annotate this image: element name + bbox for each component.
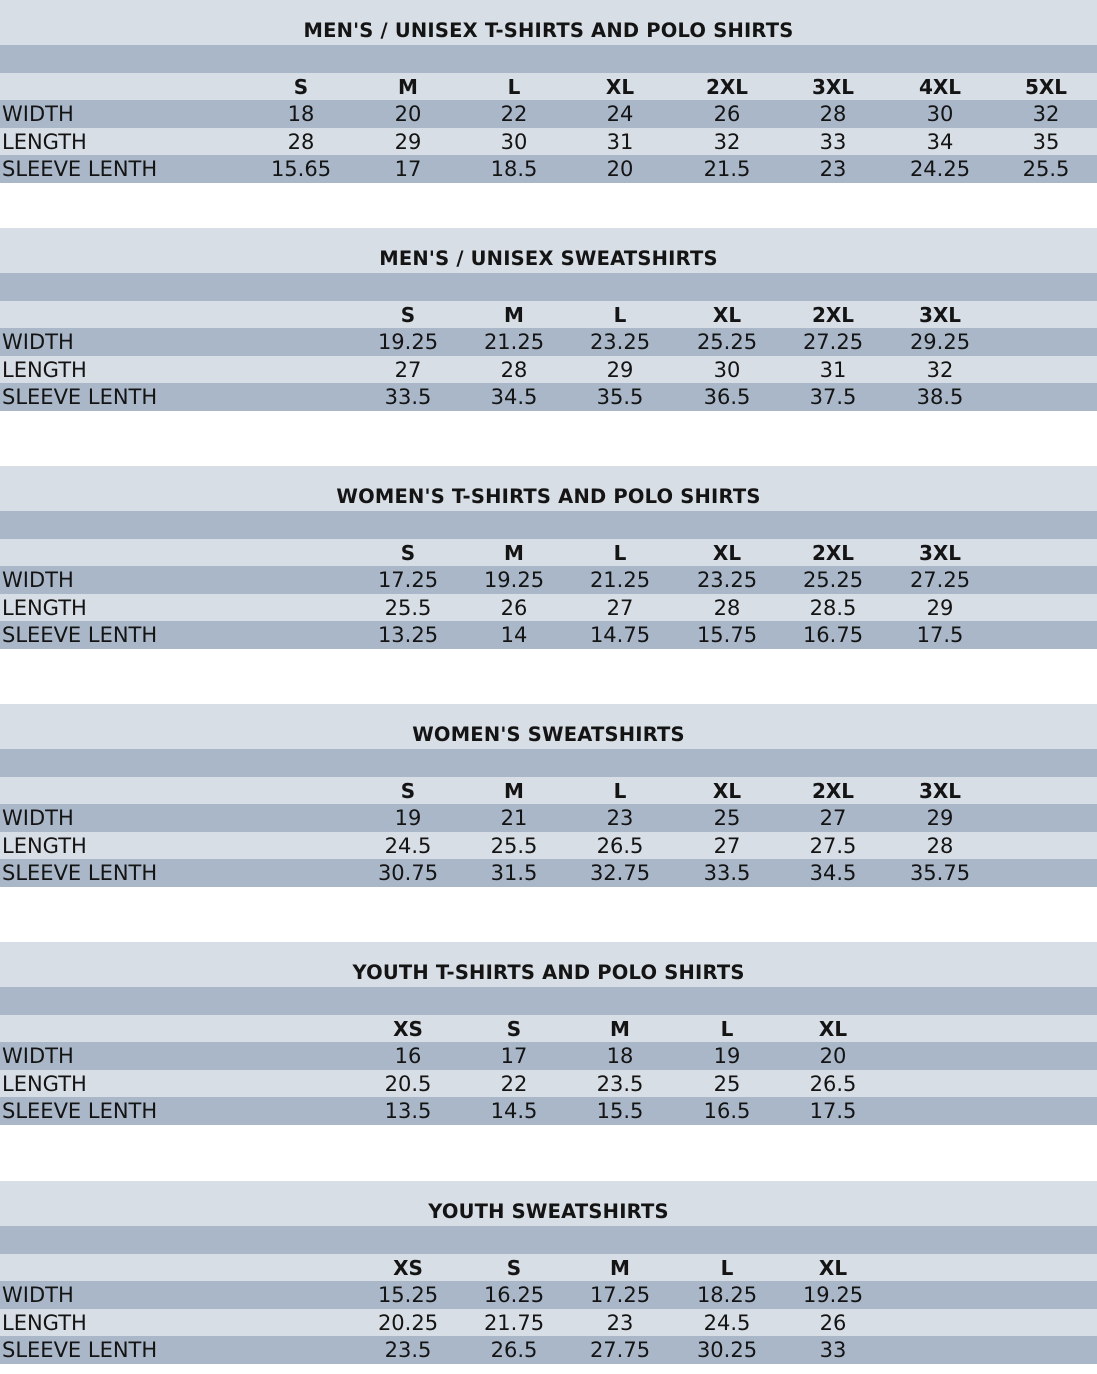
size-table [0, 1181, 1097, 1364]
measurement-cell: 26.5 [596, 833, 644, 858]
length-row [0, 1070, 1097, 1098]
table-title: MEN'S / UNISEX T-SHIRTS AND POLO SHIRTS [303, 19, 794, 42]
row-label: WIDTH [2, 1283, 74, 1308]
measurement-cell: 25 [713, 806, 741, 831]
width-row [0, 328, 1097, 356]
measurement-cell: 15.65 [270, 157, 332, 182]
measurement-cell: 21.25 [589, 568, 651, 593]
measurement-cell: 19.25 [483, 568, 545, 593]
measurement-cell: 27 [606, 595, 634, 620]
measurement-cell: 35.5 [596, 385, 644, 410]
size-header-row [0, 777, 1097, 805]
size-header-cell: L [613, 778, 627, 803]
size-header-cell: L [720, 1016, 734, 1041]
measurement-cell: 22 [500, 102, 528, 127]
size-header-cell: S [400, 302, 416, 327]
measurement-cell: 28.5 [809, 595, 857, 620]
measurement-cell: 32 [926, 357, 954, 382]
measurement-cell: 16 [394, 1044, 422, 1069]
measurement-cell: 14.75 [589, 623, 651, 648]
measurement-cell: 20 [606, 157, 634, 182]
measurement-cell: 34 [926, 129, 954, 154]
size-header-cell: 5XL [1024, 74, 1068, 99]
size-table [0, 0, 1097, 183]
measurement-cell: 19.25 [377, 330, 439, 355]
measurement-cell: 20 [819, 1044, 847, 1069]
row-label: LENGTH [2, 595, 87, 620]
spacer-row [0, 749, 1097, 777]
size-header-cell: XL [712, 302, 742, 327]
size-table [0, 228, 1097, 411]
measurement-cell: 28 [713, 595, 741, 620]
measurement-cell: 30 [713, 357, 741, 382]
size-header-cell: L [613, 540, 627, 565]
measurement-cell: 35 [1032, 129, 1060, 154]
measurement-cell: 29 [394, 129, 422, 154]
size-header-cell: 3XL [918, 540, 962, 565]
measurement-cell: 17 [394, 157, 422, 182]
row-label: WIDTH [2, 1044, 74, 1069]
table-title: WOMEN'S T-SHIRTS AND POLO SHIRTS [336, 485, 761, 508]
row-label: SLEEVE LENTH [2, 385, 158, 410]
sleeve-row [0, 1336, 1097, 1364]
measurement-cell: 26 [500, 595, 528, 620]
measurement-cell: 29 [606, 357, 634, 382]
size-header-cell: 4XL [918, 74, 962, 99]
size-header-cell: XL [818, 1255, 848, 1280]
measurement-cell: 14 [500, 623, 528, 648]
measurement-cell: 25.5 [384, 595, 432, 620]
length-row [0, 832, 1097, 860]
measurement-cell: 33 [819, 129, 847, 154]
width-row [0, 100, 1097, 128]
table-title-row [0, 466, 1097, 511]
measurement-cell: 36.5 [703, 385, 751, 410]
measurement-cell: 27.5 [809, 833, 857, 858]
size-header-cell: L [507, 74, 521, 99]
measurement-cell: 17 [500, 1044, 528, 1069]
measurement-cell: 26 [713, 102, 741, 127]
size-header-cell: S [400, 778, 416, 803]
row-label: WIDTH [2, 806, 74, 831]
measurement-cell: 25.25 [696, 330, 758, 355]
measurement-cell: 30 [500, 129, 528, 154]
measurement-cell: 29 [926, 806, 954, 831]
size-header-cell: XL [712, 778, 742, 803]
measurement-cell: 38.5 [916, 385, 964, 410]
size-table [0, 466, 1097, 649]
measurement-cell: 25.25 [802, 568, 864, 593]
measurement-cell: 23.5 [384, 1338, 432, 1363]
row-label: SLEEVE LENTH [2, 623, 158, 648]
measurement-cell: 26.5 [490, 1338, 538, 1363]
size-header-row [0, 1254, 1097, 1282]
size-header-cell: L [613, 302, 627, 327]
size-header-cell: 3XL [918, 778, 962, 803]
measurement-cell: 21 [500, 806, 528, 831]
measurement-cell: 28 [926, 833, 954, 858]
row-label: LENGTH [2, 833, 87, 858]
size-header-cell: M [504, 778, 524, 803]
measurement-cell: 17.25 [377, 568, 439, 593]
measurement-cell: 29 [926, 595, 954, 620]
measurement-cell: 26 [819, 1310, 847, 1335]
row-label: SLEEVE LENTH [2, 1338, 158, 1363]
length-row [0, 594, 1097, 622]
measurement-cell: 32.75 [589, 861, 651, 886]
width-row [0, 1281, 1097, 1309]
width-row [0, 1042, 1097, 1070]
table-title-row [0, 0, 1097, 45]
measurement-cell: 21.75 [483, 1310, 545, 1335]
measurement-cell: 23.5 [596, 1071, 644, 1096]
spacer-row [0, 45, 1097, 73]
measurement-cell: 22 [500, 1071, 528, 1096]
size-header-cell: 2XL [811, 778, 855, 803]
measurement-cell: 34.5 [809, 861, 857, 886]
measurement-cell: 18 [606, 1044, 634, 1069]
spacer-row [0, 511, 1097, 539]
row-label: SLEEVE LENTH [2, 861, 158, 886]
measurement-cell: 13.25 [377, 623, 439, 648]
row-label: SLEEVE LENTH [2, 157, 158, 182]
row-label: LENGTH [2, 1310, 87, 1335]
measurement-cell: 23 [606, 1310, 634, 1335]
sleeve-row [0, 1097, 1097, 1125]
size-header-cell: L [720, 1255, 734, 1280]
table-title: YOUTH SWEATSHIRTS [428, 1200, 669, 1223]
measurement-cell: 19 [713, 1044, 741, 1069]
width-row [0, 566, 1097, 594]
size-header-cell: 2XL [811, 540, 855, 565]
measurement-cell: 13.5 [384, 1099, 432, 1124]
row-label: WIDTH [2, 330, 74, 355]
size-header-cell: M [610, 1016, 630, 1041]
measurement-cell: 33.5 [384, 385, 432, 410]
measurement-cell: 18 [287, 102, 315, 127]
measurement-cell: 16.5 [703, 1099, 751, 1124]
table-title: YOUTH T-SHIRTS AND POLO SHIRTS [352, 961, 745, 984]
size-header-cell: S [506, 1016, 522, 1041]
size-header-cell: 2XL [811, 302, 855, 327]
size-table [0, 704, 1097, 887]
measurement-cell: 17.5 [916, 623, 964, 648]
measurement-cell: 19 [394, 806, 422, 831]
size-header-cell: M [610, 1255, 630, 1280]
sleeve-row [0, 859, 1097, 887]
measurement-cell: 15.5 [596, 1099, 644, 1124]
sleeve-row [0, 383, 1097, 411]
size-header-cell: M [504, 540, 524, 565]
measurement-cell: 27.25 [909, 568, 971, 593]
row-label: SLEEVE LENTH [2, 1099, 158, 1124]
measurement-cell: 24.5 [384, 833, 432, 858]
measurement-cell: 25 [713, 1071, 741, 1096]
length-row [0, 356, 1097, 384]
width-row [0, 804, 1097, 832]
measurement-cell: 14.5 [490, 1099, 538, 1124]
table-title: MEN'S / UNISEX SWEATSHIRTS [379, 247, 718, 270]
measurement-cell: 24.5 [703, 1310, 751, 1335]
measurement-cell: 37.5 [809, 385, 857, 410]
size-header-cell: 3XL [811, 74, 855, 99]
row-label: WIDTH [2, 568, 74, 593]
measurement-cell: 31.5 [490, 861, 538, 886]
measurement-cell: 31 [819, 357, 847, 382]
size-header-cell: S [400, 540, 416, 565]
measurement-cell: 20.5 [384, 1071, 432, 1096]
size-header-cell: S [293, 74, 309, 99]
size-header-cell: M [504, 302, 524, 327]
size-header-row [0, 539, 1097, 567]
measurement-cell: 32 [1032, 102, 1060, 127]
measurement-cell: 24 [606, 102, 634, 127]
measurement-cell: 28 [287, 129, 315, 154]
measurement-cell: 33.5 [703, 861, 751, 886]
measurement-cell: 35.75 [909, 861, 971, 886]
spacer-row [0, 987, 1097, 1015]
spacer-row [0, 273, 1097, 301]
measurement-cell: 29.25 [909, 330, 971, 355]
measurement-cell: 25.5 [1022, 157, 1070, 182]
size-header-cell: 3XL [918, 302, 962, 327]
measurement-cell: 27 [394, 357, 422, 382]
measurement-cell: 27.25 [802, 330, 864, 355]
table-title-row [0, 942, 1097, 987]
size-header-cell: XL [712, 540, 742, 565]
sleeve-row [0, 621, 1097, 649]
measurement-cell: 23.25 [696, 568, 758, 593]
measurement-cell: 21.5 [703, 157, 751, 182]
measurement-cell: 33 [819, 1338, 847, 1363]
length-row [0, 1309, 1097, 1337]
measurement-cell: 27 [819, 806, 847, 831]
measurement-cell: 23 [819, 157, 847, 182]
measurement-cell: 30.25 [696, 1338, 758, 1363]
table-title-row [0, 228, 1097, 273]
table-title-row [0, 704, 1097, 749]
size-header-row [0, 301, 1097, 329]
length-row [0, 128, 1097, 156]
size-header-cell: XL [605, 74, 635, 99]
measurement-cell: 31 [606, 129, 634, 154]
measurement-cell: 18.25 [696, 1283, 758, 1308]
row-label: LENGTH [2, 357, 87, 382]
measurement-cell: 34.5 [490, 385, 538, 410]
measurement-cell: 17.25 [589, 1283, 651, 1308]
measurement-cell: 20.25 [377, 1310, 439, 1335]
measurement-cell: 27 [713, 833, 741, 858]
measurement-cell: 15.25 [377, 1283, 439, 1308]
size-header-cell: XS [393, 1016, 423, 1041]
row-label: LENGTH [2, 1071, 87, 1096]
measurement-cell: 23.25 [589, 330, 651, 355]
size-header-row [0, 1015, 1097, 1043]
measurement-cell: 17.5 [809, 1099, 857, 1124]
measurement-cell: 16.25 [483, 1283, 545, 1308]
measurement-cell: 30 [926, 102, 954, 127]
row-label: LENGTH [2, 129, 87, 154]
measurement-cell: 27.75 [589, 1338, 651, 1363]
table-title-row [0, 1181, 1097, 1226]
measurement-cell: 23 [606, 806, 634, 831]
measurement-cell: 20 [394, 102, 422, 127]
size-header-cell: S [506, 1255, 522, 1280]
measurement-cell: 15.75 [696, 623, 758, 648]
size-header-cell: 2XL [705, 74, 749, 99]
measurement-cell: 24.25 [909, 157, 971, 182]
measurement-cell: 19.25 [802, 1283, 864, 1308]
measurement-cell: 21.25 [483, 330, 545, 355]
measurement-cell: 26.5 [809, 1071, 857, 1096]
table-title: WOMEN'S SWEATSHIRTS [412, 723, 685, 746]
sleeve-row [0, 155, 1097, 183]
size-header-row [0, 73, 1097, 101]
row-label: WIDTH [2, 102, 74, 127]
size-header-cell: XL [818, 1016, 848, 1041]
size-table [0, 942, 1097, 1125]
measurement-cell: 25.5 [490, 833, 538, 858]
measurement-cell: 28 [500, 357, 528, 382]
measurement-cell: 32 [713, 129, 741, 154]
spacer-row [0, 1226, 1097, 1254]
size-header-cell: M [398, 74, 418, 99]
measurement-cell: 18.5 [490, 157, 538, 182]
measurement-cell: 30.75 [377, 861, 439, 886]
measurement-cell: 16.75 [802, 623, 864, 648]
measurement-cell: 28 [819, 102, 847, 127]
size-header-cell: XS [393, 1255, 423, 1280]
